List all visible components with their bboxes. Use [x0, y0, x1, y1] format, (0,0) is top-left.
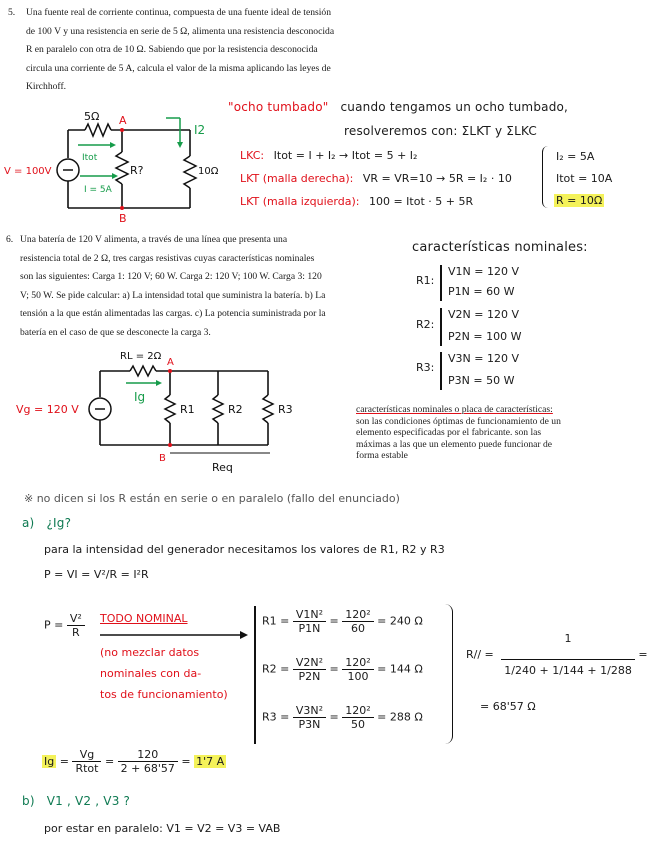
node-b-label: B — [119, 212, 127, 225]
r3-nominal-v: V3N = 120 V — [448, 352, 519, 365]
rpar-den: 1/240 + 1/144 + 1/288 — [504, 664, 632, 677]
part-b-text: por estar en paralelo: V1 = V2 = V3 = VAB — [44, 822, 281, 835]
ig-den-value: 2 + 68'57 — [120, 762, 175, 775]
problem-6-line: son las siguientes: Carga 1: 120 V; 60 W. Carga 2: 120 V; 100 W. Carga 3: 120 — [20, 271, 322, 282]
nominal-title: características nominales: — [412, 240, 588, 255]
r1-nominal-p: P1N = 60 W — [448, 285, 515, 298]
result-itot: Itot = 10A — [556, 172, 613, 185]
ig-num-value: 120 — [118, 748, 178, 762]
problem-6-line: Una batería de 120 V alimenta, a través de una línea que presenta una — [20, 234, 288, 245]
problem-5-line: Kirchhoff. — [26, 81, 67, 92]
lkt-right-equation — [240, 172, 512, 185]
result-r: R = 10Ω — [556, 194, 603, 207]
parallel-resistance-calculation: R// = $\frac{1}{1/240 + 1/144 + 1/288}$ = — [466, 632, 648, 677]
node-a-label: A — [167, 357, 174, 368]
generator-voltage-label: Vg = 120 V — [16, 403, 79, 416]
r2-nominal-v: V2N = 120 V — [448, 308, 519, 321]
solution-5-method: resolveremos con: ΣLKT y ΣLKC — [344, 124, 537, 138]
node-b-label: B — [159, 453, 166, 464]
circuit-1-diagram — [0, 108, 219, 228]
solution-5-results-brace — [542, 146, 553, 208]
problem-6-number: 6. — [6, 234, 14, 245]
ig-fraction-values — [118, 748, 178, 775]
unknown-resistor-label: R? — [130, 164, 144, 177]
current-5a-label: I = 5A — [84, 185, 112, 195]
r3-nominal-p: P3N = 50 W — [448, 374, 515, 387]
r2-den: P2N — [298, 670, 321, 683]
rpar-term: 1/144 — [552, 664, 584, 677]
problem-5-line: R en paralelo con otra de 10 Ω. Sabiendo que por la resistencia desconocida — [26, 44, 318, 55]
problem-6-line: V; 50 W. Se pide calcular: a) La intensidad total que suministra la batería. b) La — [20, 289, 326, 301]
r1-nominal-label: R1: — [416, 274, 435, 287]
lkc-equation — [240, 149, 417, 162]
ig-den: Rtot — [75, 762, 99, 775]
r2-nominal-p: P2N = 100 W — [448, 330, 522, 343]
part-a-text: para la intensidad del generador necesitamos los valores de R1, R2 y R3 — [44, 543, 445, 556]
rpar-fraction — [501, 632, 635, 677]
nominal-definition-line: forma estable — [356, 450, 408, 461]
problem-6-line: resistencia total de 2 Ω, tres cargas resistivas cuyas características nominales — [20, 252, 315, 264]
power-fraction-den: R — [72, 626, 80, 639]
r2-den-value: 100 — [347, 670, 369, 683]
nominal-warning-line: tos de funcionamiento) — [100, 688, 228, 701]
req-label: Req — [212, 461, 233, 474]
r1-nominal-bar — [440, 265, 442, 301]
solution-5-title — [228, 100, 568, 114]
r3-fraction-values — [342, 704, 373, 731]
problem-6-line: batería en el caso de que se desconecte la carga 3. — [20, 326, 211, 338]
part-a-heading — [22, 516, 71, 530]
r2-calc-label: R2 = — [262, 662, 290, 676]
lkc-label: LKC: — [240, 149, 265, 162]
circuit-2-diagram — [0, 345, 320, 477]
r1-result: = 240 Ω — [377, 614, 423, 628]
nominal-definition-title: características nominales o placa de características: — [356, 404, 553, 415]
ig-equals: = — [59, 755, 69, 768]
r1-num: V1N² — [293, 608, 326, 622]
r1-den-value: 60 — [350, 622, 365, 635]
power-r-formula — [44, 612, 85, 639]
r3-result: = 288 Ω — [377, 710, 423, 724]
r2-calculation: R2 = $\frac{\text{V2N²}}{P2N}$ = $\frac{\text{120²}}{100}$ = 144 Ω — [262, 656, 423, 683]
itot-label: Itot — [82, 153, 98, 163]
source-voltage-label: V = 100V — [4, 166, 52, 177]
node-a-label: A — [119, 114, 127, 127]
problem-6 — [6, 231, 396, 342]
r3-nominal-label: R3: — [416, 361, 435, 374]
r1-den: P1N — [298, 622, 321, 635]
problem-5-line: de 100 V y una resistencia en serie de 5 Ω, alimenta una resistencia desconocida — [26, 25, 335, 37]
problem-5-line: circula una corriente de 5 A, calcula el valor de la misma aplicando las leyes de — [26, 62, 331, 74]
nominal-definition-line: máximas a las que un elemento puede funcionar de — [356, 438, 553, 450]
nominal-definition-line: son las condiciones óptimas de funcionamiento de un — [356, 415, 561, 427]
r1-calculation: R1 = $\frac{\text{V1N²}}{P1N}$ = $\frac{\text{120²}}{60}$ = 240 Ω — [262, 608, 423, 635]
r1-num-value: 120² — [342, 608, 373, 622]
part-a-label: a) — [22, 516, 35, 530]
series-resistor-label: 5Ω — [84, 110, 100, 123]
ig-fraction — [72, 748, 101, 775]
lkt-left-label: LKT (malla izquierda): — [240, 195, 360, 208]
r2-num: V2N² — [293, 656, 326, 670]
r2-fraction-values — [342, 656, 373, 683]
rpar-num: 1 — [501, 632, 635, 660]
rpar-label: R// = — [466, 648, 494, 661]
part-b-question: V1 , V2 , V3 ? — [46, 794, 131, 808]
nominal-warning-line: nominales con da- — [100, 667, 202, 680]
arrow-right-icon — [100, 630, 250, 640]
lkt-right-label: LKT (malla derecha): — [240, 172, 354, 185]
r3-num: V3N² — [293, 704, 326, 718]
problem-6-line: tensión a la que están alimentadas las cargas. c) La potencia suministrada por la — [20, 308, 326, 319]
i2-label: I2 — [194, 123, 206, 137]
r3-label: R3 — [278, 403, 293, 416]
nominal-warning-line: (no mezclar datos — [100, 646, 200, 659]
ig-calculation: Ig = $\frac{Vg}{\text{Rtot}}$ = $\frac{120}{2 + 68'57}$ = 1'7 A — [44, 748, 225, 775]
r3-den-value: 50 — [350, 718, 365, 731]
resistances-left-bar — [254, 606, 256, 744]
r1-fraction — [293, 608, 326, 635]
r2-num-value: 120² — [342, 656, 373, 670]
r2-label: R2 — [228, 403, 243, 416]
power-fraction-num: V² — [67, 612, 85, 626]
power-fraction — [67, 612, 85, 639]
problem-5-number: 5. — [8, 7, 16, 18]
r1-calc-label: R1 = — [262, 614, 290, 628]
lkt-left-expression: 100 = Itot · 5 + 5R — [368, 195, 474, 208]
lkt-left-equation — [240, 195, 473, 208]
part-b-label: b) — [22, 794, 35, 808]
ig-result-label: Ig — [44, 755, 55, 768]
r1-nominal-v: V1N = 120 V — [448, 265, 519, 278]
statement-remark: ※ no dicen si los R están en serie o en paralelo (fallo del enunciado) — [24, 492, 400, 505]
power-p-label: P = — [44, 618, 64, 632]
line-resistor-label: RL = 2Ω — [120, 351, 162, 362]
ig-label: Ig — [134, 390, 146, 404]
lkt-right-expression: VR = VR=10 → 5R = I₂ · 10 — [362, 172, 512, 185]
part-b-heading — [22, 794, 130, 808]
r1-fraction-values — [342, 608, 373, 635]
ocho-tumbado-text: cuando tengamos un ocho tumbado, — [340, 100, 569, 114]
parallel-resistance-result: = 68'57 Ω — [480, 700, 536, 713]
r2-nominal-label: R2: — [416, 318, 435, 331]
r3-calculation: R3 = $\frac{\text{V3N²}}{P3N}$ = $\frac{\text{120²}}{50}$ = 288 Ω — [262, 704, 423, 731]
r3-nominal-bar — [440, 352, 442, 390]
nominal-definition-line: elemento especificadas por el fabricante. son las — [356, 427, 542, 438]
result-i2: I₂ = 5A — [556, 150, 595, 163]
rpar-term: 1/288 — [600, 664, 632, 677]
power-formula: P = VI = V²/R = I²R — [44, 568, 149, 581]
problem-5-line: Una fuente real de corriente continua, compuesta de una fuente ideal de tensión — [26, 7, 332, 18]
problem-5 — [8, 4, 406, 97]
rpar-term: 1/240 — [504, 664, 536, 677]
ig-num: Vg — [72, 748, 101, 762]
r2-fraction — [293, 656, 326, 683]
ig-result: 1'7 A — [196, 755, 225, 768]
r2-result: = 144 Ω — [377, 662, 423, 676]
r3-num-value: 120² — [342, 704, 373, 718]
r3-calc-label: R3 = — [262, 710, 290, 724]
nominal-definition-note — [356, 404, 646, 462]
part-a-question: ¿Ig? — [46, 516, 72, 530]
nominal-warning — [100, 642, 228, 705]
r3-fraction — [293, 704, 326, 731]
r3-den: P3N — [298, 718, 321, 731]
r2-nominal-bar — [440, 308, 442, 346]
resistances-right-brace — [444, 604, 453, 744]
ocho-tumbado-tag: "ocho tumbado" — [228, 100, 329, 114]
r1-label: R1 — [180, 403, 195, 416]
lkc-expression: Itot = I + I₂ → Itot = 5 + I₂ — [273, 149, 418, 162]
todo-nominal-tag: TODO NOMINAL — [100, 612, 188, 625]
resistor-10-label: 10Ω — [198, 166, 219, 177]
